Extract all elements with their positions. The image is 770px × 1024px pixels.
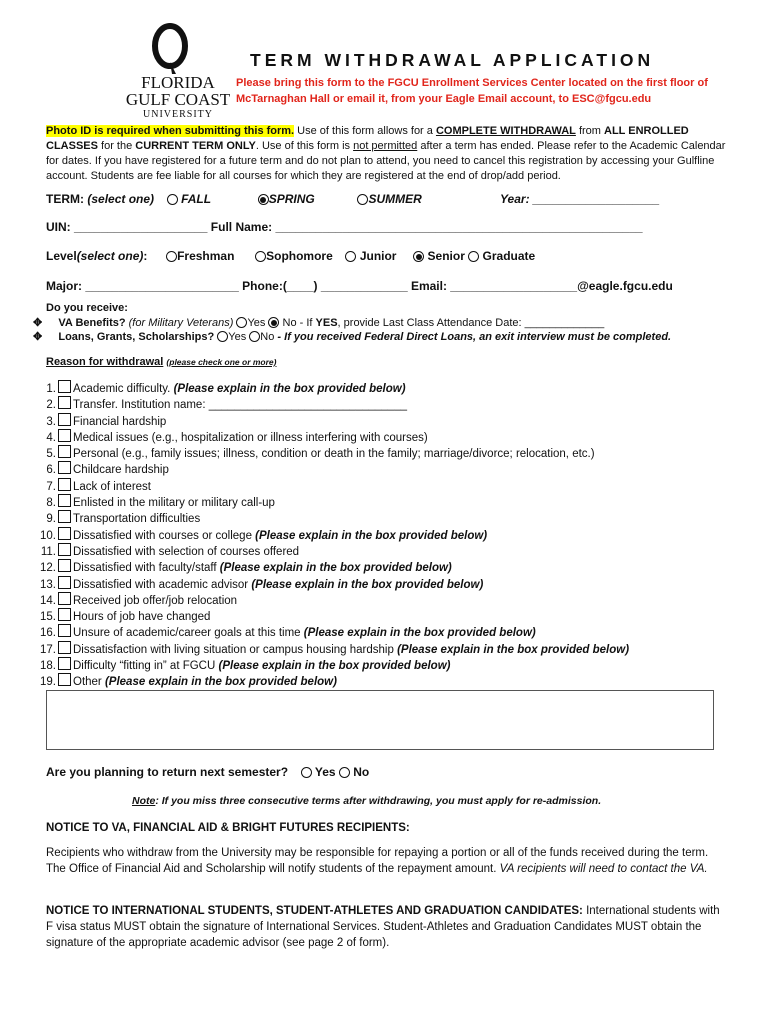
reason-text: Childcare hardship <box>73 464 169 477</box>
term-summer-radio[interactable] <box>357 194 368 205</box>
reason-item <box>22 608 742 624</box>
reason-item <box>22 380 742 396</box>
intro-paragraph: Photo ID is required when submitting this form. Use of this form allows for a COMPLETE WITHDRAWAL from ALL ENROLLED CLASSES for the CURRENT TERM ONLY. Use of this form is not permitted after a term has ended. Please refer to the Academic Calendar for dates. If you have registered for a future term and do not plan to attend, you need to cancel this registration by accessing your Gulfline account. Students are fee liable for all courses for which they are registered at the end of drop/add period. <box>46 125 726 182</box>
reason-number: 9. <box>46 513 56 526</box>
va-yes-radio[interactable] <box>236 317 247 328</box>
reason-number: 8. <box>46 497 56 510</box>
reason-text: Other <box>73 676 105 689</box>
reason-note: (Please explain in the box provided below) <box>219 562 452 575</box>
notice-intl-body: International students with F visa status MUST obtain the signature of International Services. Student-Athletes and Graduation Candidates MUST obtain the signature of the appropriate academic advisor (see page 2 of form). <box>46 905 720 949</box>
reason-item <box>22 641 742 657</box>
level-junior-radio[interactable] <box>345 251 356 262</box>
reason-number: 14. <box>40 594 56 607</box>
reason-item <box>22 624 742 640</box>
form-title: TERM WITHDRAWAL APPLICATION <box>250 50 655 70</box>
va-benefits-row: ✥ VA Benefits? (for Military Veterans) Yes No - If YES, provide Last Class Attendance Date: _____________ <box>33 317 605 329</box>
logo-line-university: UNIVERSITY <box>143 109 213 120</box>
reason-checkbox[interactable] <box>58 592 71 605</box>
reason-text: Lack of interest <box>73 480 151 493</box>
reason-text: Hours of job have changed <box>73 611 211 624</box>
reason-item <box>22 494 742 510</box>
reason-text: Personal (e.g., family issues; illness, condition or death in the family; marriage/divorce; relocation, etc.) <box>73 448 595 461</box>
reason-text: Dissatisfied with selection of courses offered <box>73 545 300 558</box>
reason-checkbox[interactable] <box>58 494 71 507</box>
reason-item <box>22 445 742 461</box>
level-freshman-radio[interactable] <box>166 251 177 262</box>
reason-checkbox[interactable] <box>58 510 71 523</box>
reason-number: 15. <box>40 611 56 624</box>
level-row: Level(select one): Freshman Sophomore Junior Senior Graduate <box>46 249 536 263</box>
reason-checkbox[interactable] <box>58 413 71 426</box>
reason-item <box>22 592 742 608</box>
level-graduate-radio[interactable] <box>468 251 479 262</box>
reason-checkbox[interactable] <box>58 429 71 442</box>
level-sophomore-radio[interactable] <box>255 251 266 262</box>
reason-note: (Please explain in the box provided below) <box>173 383 406 395</box>
reason-checkbox[interactable] <box>58 445 71 458</box>
reason-checkbox[interactable] <box>58 559 71 572</box>
reason-checkbox[interactable] <box>58 673 71 686</box>
logo-emblem-icon <box>150 22 190 74</box>
notice-va-body: Recipients who withdraw from the University may be responsible for repaying a portion or all of the funds received during the term. The Office of Financial Aid and Scholarship will notify students of the repayment amount. VA recipients will need to contact the VA. <box>46 847 709 875</box>
reason-text: Unsure of academic/career goals at this time <box>73 627 304 640</box>
notice-international <box>46 903 726 951</box>
bullet-icon: ✥ <box>33 331 43 343</box>
return-no-radio[interactable] <box>339 767 350 778</box>
reason-item <box>22 527 742 543</box>
reason-item <box>22 673 742 689</box>
return-row: Are you planning to return next semester? Yes No <box>46 765 370 779</box>
term-fall-radio[interactable] <box>167 194 178 205</box>
loans-no-radio[interactable] <box>249 331 260 342</box>
fgcu-logo <box>108 18 248 124</box>
reason-number: 6. <box>46 464 56 477</box>
reason-checkbox[interactable] <box>58 527 71 540</box>
reason-number: 7. <box>46 480 56 493</box>
reason-item <box>22 576 742 592</box>
reason-number: 1. <box>46 383 56 395</box>
uin-name-fields[interactable]: UIN: ____________________ Full Name: _______________________________________________________ <box>46 220 643 234</box>
reasons-heading: Reason for withdrawal (please check one or more) <box>46 356 277 368</box>
reason-text: Dissatisfied with courses or college <box>73 529 256 542</box>
reason-text: Dissatisfied with faculty/staff <box>73 562 220 575</box>
explanation-textbox[interactable] <box>46 690 714 750</box>
reason-note: (Please explain in the box provided below) <box>104 676 337 689</box>
reason-text: Transfer. Institution name: _______________________________ <box>73 399 407 412</box>
reasons-list <box>22 380 742 690</box>
reason-text: Medical issues (e.g., hospitalization or illness interfering with courses) <box>73 431 428 444</box>
return-yes-radio[interactable] <box>301 767 312 778</box>
year-field[interactable]: Year: ___________________ <box>500 192 660 206</box>
loans-row: ✥ Loans, Grants, Scholarships? Yes No - If you received Federal Direct Loans, an exit interview must be completed. <box>33 331 672 343</box>
reason-number: 3. <box>46 415 56 428</box>
reason-checkbox[interactable] <box>58 543 71 556</box>
reason-text: Difficulty “fitting in” at FGCU <box>73 660 219 673</box>
reason-checkbox[interactable] <box>58 624 71 637</box>
reason-number: 4. <box>46 431 56 444</box>
reason-note: (Please explain in the box provided below) <box>218 660 451 673</box>
reason-note: (Please explain in the box provided below) <box>251 578 484 591</box>
reason-item <box>22 657 742 673</box>
reason-number: 12. <box>40 562 56 575</box>
reason-note: (Please explain in the box provided below) <box>397 643 630 656</box>
bullet-icon: ✥ <box>33 317 43 329</box>
reason-number: 2. <box>46 399 56 412</box>
submission-instructions: Please bring this form to the FGCU Enrollment Services Center located on the first floor of McTarnaghan Hall or email it, from your Eagle Email account, to ESC@fgcu.edu <box>236 77 708 105</box>
reason-text: Financial hardship <box>73 415 167 428</box>
reason-number: 16. <box>40 627 56 640</box>
notice-va-heading: NOTICE TO VA, FINANCIAL AID & BRIGHT FUTURES RECIPIENTS: <box>46 822 410 834</box>
reason-number: 17. <box>40 643 56 656</box>
readmission-note: Note: If you miss three consecutive terms after withdrawing, you must apply for re-admission. <box>132 795 602 807</box>
reason-text: Transportation difficulties <box>73 513 201 526</box>
reason-item <box>22 543 742 559</box>
reason-text: Academic difficulty. <box>73 383 174 395</box>
term-spring-radio[interactable] <box>258 194 269 205</box>
reason-checkbox[interactable] <box>58 461 71 474</box>
reason-item <box>22 461 742 477</box>
reason-checkbox[interactable] <box>58 478 71 491</box>
reason-checkbox[interactable] <box>58 380 71 393</box>
reason-checkbox[interactable] <box>58 576 71 589</box>
reason-item <box>22 510 742 526</box>
reason-text: Dissatisfied with academic advisor <box>73 578 252 591</box>
reason-text: Dissatisfaction with living situation or campus housing hardship <box>73 643 398 656</box>
reason-item <box>22 478 742 494</box>
va-no-radio[interactable] <box>268 317 279 328</box>
reason-number: 10. <box>40 529 56 542</box>
term-row: TERM: (select one) FALL SPRING SUMMER <box>46 192 422 206</box>
reason-checkbox[interactable] <box>58 608 71 621</box>
reason-text: Enlisted in the military or military call-up <box>73 497 275 510</box>
reason-text: Received job offer/job relocation <box>73 594 238 607</box>
reason-number: 11. <box>40 545 56 558</box>
reason-checkbox[interactable] <box>58 641 71 654</box>
loans-yes-radio[interactable] <box>217 331 228 342</box>
logo-line-florida: FLORIDA <box>141 73 215 92</box>
reason-number: 13. <box>40 578 56 591</box>
reason-item <box>22 413 742 429</box>
reason-checkbox[interactable] <box>58 657 71 670</box>
receive-question: Do you receive: <box>46 302 128 314</box>
major-phone-email-fields[interactable]: Major: _______________________ Phone:(____) _____________ Email: ___________________@eagle.fgcu.edu <box>46 279 673 293</box>
reason-note: (Please explain in the box provided below) <box>303 627 536 640</box>
reason-number: 5. <box>46 448 56 461</box>
notice-intl-heading: NOTICE TO INTERNATIONAL STUDENTS, STUDENT-ATHLETES AND GRADUATION CANDIDATES: <box>46 905 583 917</box>
reason-item <box>22 396 742 412</box>
reason-item <box>22 559 742 575</box>
reason-note: (Please explain in the box provided below) <box>255 529 488 542</box>
reason-checkbox[interactable] <box>58 396 71 409</box>
photo-id-notice: Photo ID is required when submitting this form. <box>46 125 295 137</box>
reason-item <box>22 429 742 445</box>
logo-line-gulf-coast: GULF COAST <box>125 90 231 109</box>
reason-number: 18. <box>40 660 56 673</box>
level-senior-radio[interactable] <box>413 251 424 262</box>
reason-number: 19. <box>40 676 56 689</box>
